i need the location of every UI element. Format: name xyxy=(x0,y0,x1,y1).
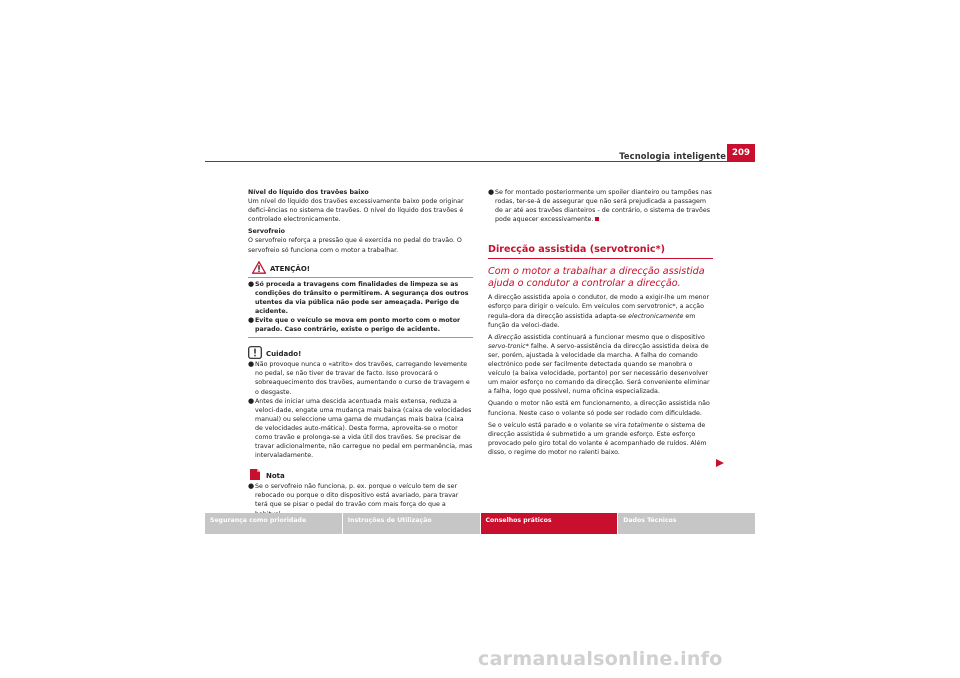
bullet-icon: ● xyxy=(488,188,495,196)
section-title: Direcção assistida (servotronic*) xyxy=(488,244,713,259)
power-steering-paragraph-3: Quando o motor não está em funcionamento, a direcção assistida não funciona. Neste caso o volante só pode ser rodado com dificuldade. xyxy=(488,400,710,417)
note-icon xyxy=(248,468,262,484)
power-steering-paragraph-1: A direcção assistida apoia o condutor, de modo a exigir-lhe um menor esforço para dirigir o veículo. Em veículos com servotronic*, a acção regula-dora da direcção assistida adapta-se electronicamente em função da veloci-dade. xyxy=(488,294,710,329)
warning-header xyxy=(248,262,473,278)
note-header xyxy=(248,468,473,482)
tab-practical-tips[interactable]: Conselhos práticos xyxy=(481,513,618,534)
left-column xyxy=(248,188,473,519)
caution-item: ● Antes de iniciar uma descida acentuada mais extensa, reduza a veloci-dade, engate uma mudança mais baixa (caixa de velocidades manual) ou seleccione uma gama de mudanças mais baixa (caixa de velocidades auto-mática). Desta forma, aproveita-se o motor como travão e prolonga-se a vida útil dos travões. Se precisar de travar adicionalmente, não carregue no pedal em permanência, mas intervaladamente. xyxy=(248,396,473,460)
warning-body xyxy=(248,278,473,339)
bullet-icon: ● xyxy=(248,279,255,288)
section-subtitle: Com o motor a trabalhar a direcção assistida ajuda o condutor a controlar a direcção. xyxy=(488,266,705,289)
brake-fluid-heading: Nível do líquido dos travões baixo xyxy=(248,189,369,196)
brake-fluid-paragraph: Um nível do líquido dos travões excessivamente baixo pode originar defici-ências no sistema de travões. O nível do líquido dos travões é controlado electronicamente. xyxy=(248,198,464,224)
servo-brake-paragraph: O servofreio reforça a pressão que é exercida no pedal do travão. O servofreio só funciona com o motor a trabalhar. xyxy=(248,237,462,254)
warning-box xyxy=(248,262,473,339)
caution-icon xyxy=(248,346,262,362)
caution-label: Cuidado! xyxy=(266,350,302,359)
bullet-icon: ● xyxy=(248,360,255,369)
tab-technical-data[interactable]: Dados Técnicos xyxy=(618,513,755,534)
note-label: Nota xyxy=(266,472,285,481)
servo-brake-heading: Servofreio xyxy=(248,228,285,236)
warning-item: ● Evite que o veículo se mova em ponto morto com o motor parado. Caso contrário, existe o perigo de acidente. xyxy=(248,316,461,334)
header-rule xyxy=(205,161,755,162)
page-number: 209 xyxy=(727,144,755,161)
power-steering-paragraph-2: A direcção assistida continuará a funcionar mesmo que o dispositivo servo-tronic* falhe. A servo-assistência da direcção assistida deixa de ser, porém, ajustada à velocidade da marcha. A falha do comando electrónico pode ser facilmente detectada quando se manobra o veículo (a baixa velocidade, portanto) por ser necessário desenvolver um maior esforço no comando da direcção. Será conveniente eliminar a falha, logo que possível, numa oficina especializada. xyxy=(488,333,710,396)
continue-arrow-icon xyxy=(716,452,724,471)
note-item-continued: ● Se for montado posteriormente um spoiler dianteiro ou tampões nas rodas, ter-se-á de assegurar que não será prejudicada a passagem de ar até aos travões dianteiros - de contrário, o sistema de travões pode aquecer excessivamente. xyxy=(488,188,712,224)
footer-tabs xyxy=(205,513,755,534)
warning-item: ● Só proceda a travagens com finalidades de limpeza se as condições do trânsito o permitirem. A segurança dos outros utentes da via pública não pode ser ameaçada. Perigo de acidente. xyxy=(248,279,469,315)
bullet-icon: ● xyxy=(248,316,255,325)
bullet-icon: ● xyxy=(248,396,255,405)
caution-header xyxy=(248,346,473,360)
tab-safety[interactable]: Segurança como prioridade xyxy=(205,513,342,534)
right-column xyxy=(488,188,713,457)
watermark: carmanualsonline.info xyxy=(478,648,723,670)
section-end-icon xyxy=(595,217,599,221)
bullet-icon: ● xyxy=(248,482,255,491)
tab-instructions[interactable]: Instruções de Utilização xyxy=(343,513,480,534)
running-header-title: Tecnologia inteligente xyxy=(619,151,726,161)
caution-item: ● Não provoque nunca o «atrito» dos travões, carregando levemente no pedal, se não tiver de travar de facto. Isso provocará o sobreaquecimento dos travões, aumentando o curso de travagem e o desgaste. xyxy=(248,360,470,396)
warning-label: ATENÇÃO! xyxy=(270,264,310,273)
power-steering-paragraph-4: Se o veículo está parado e o volante se vira totalmente o sistema de direcção assistida é submetido a um grande esforço. Este esforço provocado pelo giro total do volante é acompanhado de ruídos. Além disso, o regime do motor no ralenti baixo. xyxy=(488,421,707,456)
note-item: ● Se o servofreio não funciona, p. ex. porque o veículo tem de ser rebocado ou porque o dito dispositivo está avariado, para travar terá que se pisar o pedal do travão com mais força do que a xyxy=(248,482,473,518)
warning-triangle-icon xyxy=(252,261,266,277)
